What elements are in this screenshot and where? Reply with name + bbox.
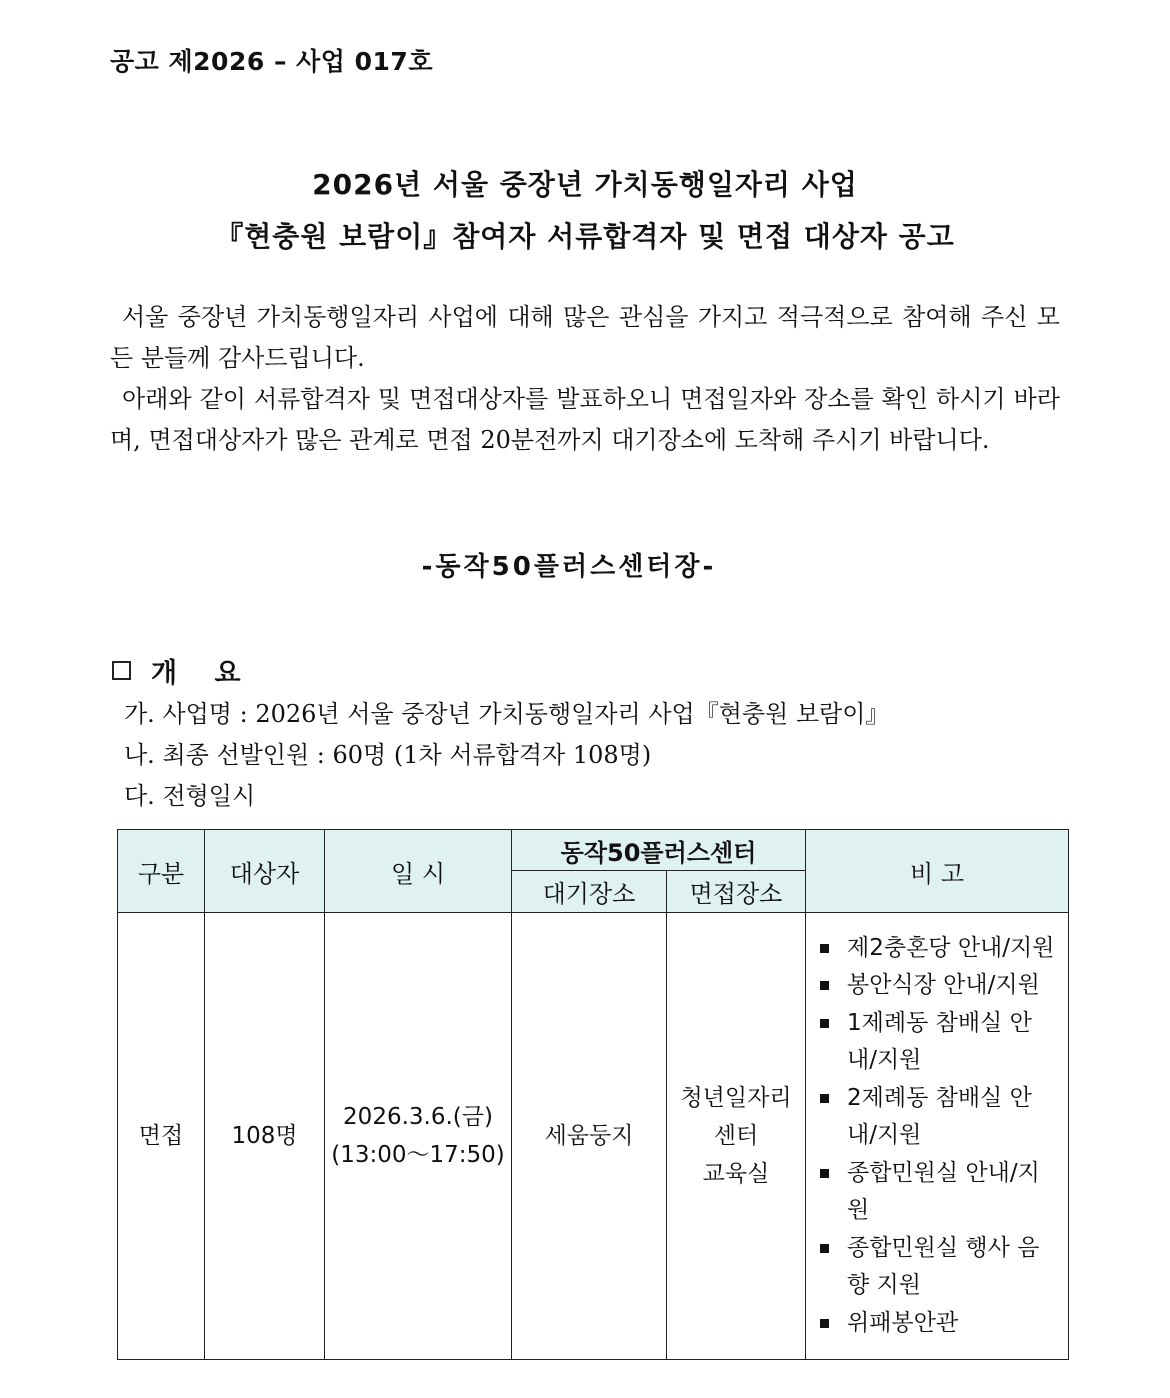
- header-interview-place: 면접장소: [667, 871, 806, 913]
- remark-item: [820, 930, 1058, 968]
- header-category: 구분: [118, 830, 205, 913]
- cell-waiting-place: 세움둥지: [512, 913, 667, 1360]
- intro-paragraph-1: 서울 중장년 가치동행일자리 사업에 대해 많은 관심을 가지고 적극적으로 참여해 주신 모든 분들께 감사드립니다.: [110, 303, 1060, 372]
- header-waiting-place: 대기장소: [512, 871, 667, 913]
- remark-text: 위패봉안관: [847, 1309, 959, 1336]
- issuer-heading: -동작50플러스센터장-: [421, 552, 717, 582]
- notice-number: 공고 제2026 – 사업 017호: [110, 47, 433, 76]
- remark-item: [820, 1305, 1058, 1343]
- remarks-list: [820, 930, 1058, 1343]
- cell-category: 면접: [118, 913, 205, 1360]
- table-row: [118, 913, 1069, 1360]
- interview-place-line: 교육실: [702, 1161, 770, 1187]
- remark-text: 2제례동 참배실 안내/지원: [847, 1084, 1032, 1149]
- header-venue-group: 동작50플러스센터: [512, 830, 806, 871]
- square-bullet-icon: [820, 1244, 829, 1253]
- overview-item-selection-count: 나. 최종 선발인원 : 60명 (1차 서류합격자 108명): [124, 741, 652, 769]
- remark-item: [820, 1155, 1058, 1230]
- square-bullet-icon: [820, 1019, 829, 1028]
- square-bullet-icon: [820, 1169, 829, 1178]
- cell-time: (13:00～17:50): [331, 1142, 505, 1168]
- page-title-line1: 2026년 서울 중장년 가치동행일자리 사업: [312, 168, 858, 201]
- overview-list: [124, 694, 889, 817]
- square-bullet-icon: [112, 661, 131, 680]
- square-bullet-icon: [820, 1094, 829, 1103]
- square-bullet-icon: [820, 944, 829, 953]
- header-datetime: 일 시: [325, 830, 512, 913]
- cell-remarks: [806, 913, 1069, 1360]
- header-remarks: 비 고: [806, 830, 1069, 913]
- schedule-table: [117, 829, 1069, 1360]
- section-heading-overview: [112, 651, 255, 690]
- remark-text: 봉안식장 안내/지원: [847, 972, 1040, 999]
- remark-text: 1제례동 참배실 안내/지원: [847, 1009, 1032, 1074]
- cell-datetime: [325, 913, 512, 1360]
- intro-text: [110, 297, 1060, 461]
- remark-text: 종합민원실 행사 음향 지원: [847, 1234, 1040, 1299]
- remark-text: 종합민원실 안내/지원: [847, 1159, 1040, 1224]
- cell-date: 2026.3.6.(금): [343, 1104, 493, 1130]
- overview-item-schedule: 다. 전형일시: [124, 782, 256, 810]
- header-target: 대상자: [205, 830, 325, 913]
- cell-interview-place: [667, 913, 806, 1360]
- overview-item-business-name: 가. 사업명 : 2026년 서울 중장년 가치동행일자리 사업『현충원 보람이』: [124, 700, 890, 728]
- remark-item: [820, 967, 1058, 1005]
- section-heading-label: 개 요: [151, 658, 255, 689]
- page-title-line2: 『현충원 보람이』참여자 서류합격자 및 면접 대상자 공고: [215, 220, 955, 253]
- cell-target: 108명: [205, 913, 325, 1360]
- square-bullet-icon: [820, 981, 829, 990]
- interview-place-line: 센터: [713, 1123, 759, 1149]
- square-bullet-icon: [820, 1319, 829, 1328]
- intro-paragraph-2: 아래와 같이 서류합격자 및 면접대상자를 발표하오니 면접일자와 장소를 확인 하시기 바라며, 면접대상자가 많은 관계로 면접 20분전까지 대기장소에 도착해 주시기 바랍니다.: [110, 385, 1060, 454]
- interview-place-line: 청년일자리: [680, 1085, 792, 1111]
- remark-text: 제2충혼당 안내/지원: [847, 934, 1055, 961]
- remark-item: [820, 1230, 1058, 1305]
- remark-item: [820, 1080, 1058, 1155]
- remark-item: [820, 1005, 1058, 1080]
